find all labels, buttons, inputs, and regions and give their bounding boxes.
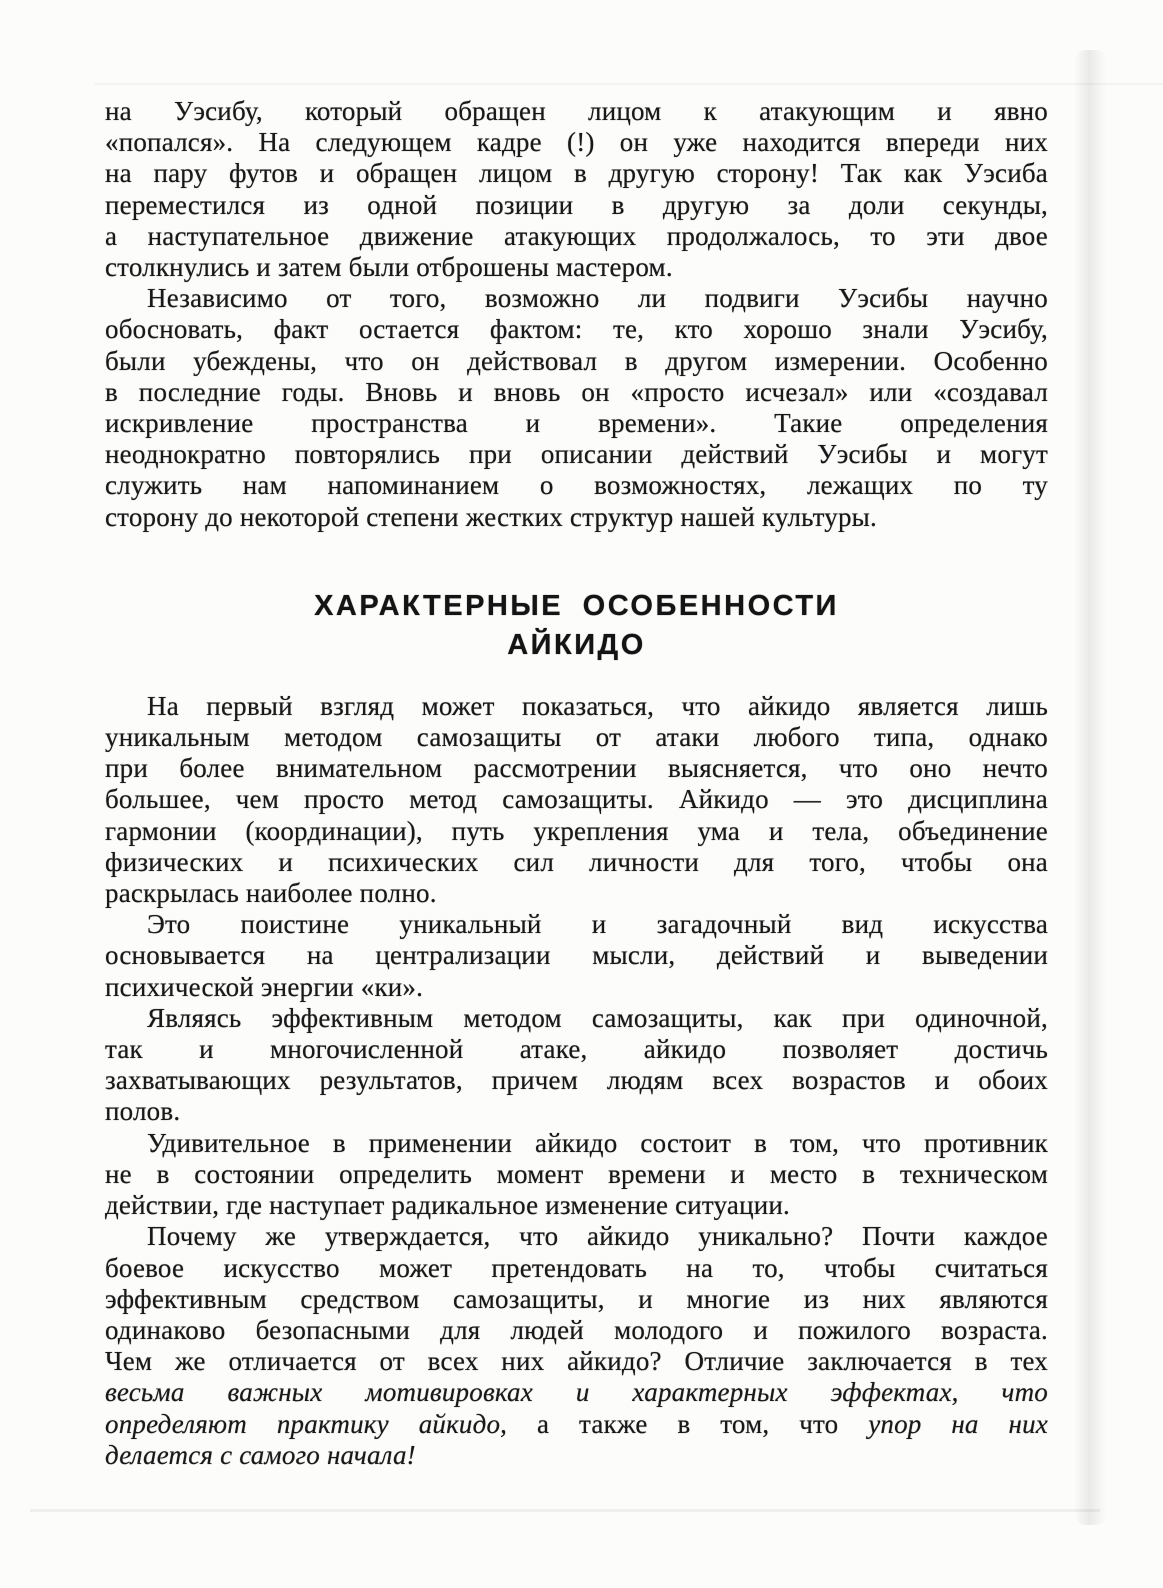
text-line: искривление пространства и времени». Такие определения bbox=[105, 408, 1048, 439]
text-line: Удивительное в применении айкидо состоит в том, что противник bbox=[147, 1127, 1048, 1158]
text-line: Почему же утверждается, что айкидо уникально? Почти каждое bbox=[147, 1221, 1048, 1252]
section-heading-line-2: АЙКИДО bbox=[507, 628, 646, 661]
paragraph-1 bbox=[105, 96, 1048, 283]
paragraph-7 bbox=[105, 1221, 1048, 1471]
text-line: полов. bbox=[105, 1096, 181, 1127]
paragraph-3 bbox=[105, 691, 1048, 909]
paragraph-6 bbox=[105, 1128, 1048, 1222]
text-line: основывается на централизации мысли, действий и выведении bbox=[105, 940, 1048, 971]
text-line: Чем же отличается от всех них айкидо? Отличие заключается в тех bbox=[105, 1346, 1048, 1377]
text-line-italic: весьма важных мотивировках и характерных эффектах, что bbox=[105, 1377, 1048, 1408]
text-line: обосновать, факт остается фактом: те, кто хорошо знали Уэсибу, bbox=[105, 314, 1048, 345]
italic-segment: упор на них bbox=[868, 1408, 1048, 1439]
text-line-mixed bbox=[105, 1409, 1048, 1440]
text-line: физических и психических сил личности для того, чтобы она bbox=[105, 846, 1048, 877]
text-line-italic: делается с самого начала! bbox=[105, 1439, 416, 1470]
text-line: в последние годы. Вновь и вновь он «просто исчезал» или «создавал bbox=[105, 376, 1048, 407]
text-line: уникальным методом самозащиты от атаки любого типа, однако bbox=[105, 722, 1048, 753]
text-line: были убеждены, что он действовал в другом измерении. Особенно bbox=[105, 345, 1048, 376]
text-line: «попался». На следующем кадре (!) он уже находится впереди них bbox=[105, 127, 1048, 158]
section-heading-line-1: ХАРАКТЕРНЫЕ ОСОБЕННОСТИ bbox=[314, 589, 839, 622]
paragraph-2 bbox=[105, 283, 1048, 533]
text-line: большее, чем просто метод самозащиты. Айкидо — это дисциплина bbox=[105, 784, 1048, 815]
paragraph-5 bbox=[105, 1003, 1048, 1128]
scan-shadow-vertical bbox=[1074, 50, 1108, 1525]
paragraph-4 bbox=[105, 909, 1048, 1003]
text-line: раскрылась наиболее полно. bbox=[105, 878, 437, 909]
text-line: гармонии (координации), путь укрепления ума и тела, объединение bbox=[105, 815, 1048, 846]
text-line: так и многочисленной атаке, айкидо позволяет достичь bbox=[105, 1034, 1048, 1065]
italic-segment: определяют практику айкидо, bbox=[105, 1408, 508, 1439]
scan-artifact-top-line bbox=[95, 83, 1163, 85]
text-line: а наступательное движение атакующих продолжалось, то эти двое bbox=[105, 220, 1048, 251]
text-line: столкнулись и затем были отброшены мастером. bbox=[105, 252, 673, 283]
text-line: одинаково безопасными для людей молодого и пожилого возраста. bbox=[105, 1314, 1048, 1345]
text-line: захватывающих результатов, причем людям всех возрастов и обоих bbox=[105, 1065, 1048, 1096]
page-text-block bbox=[105, 96, 1048, 1471]
text-line: На первый взгляд может показаться, что айкидо является лишь bbox=[147, 690, 1048, 721]
text-line: на Уэсибу, который обращен лицом к атакующим и явно bbox=[105, 96, 1048, 126]
text-line: не в состоянии определить момент времени и место в техническом bbox=[105, 1158, 1048, 1189]
text-line: при более внимательном рассмотрении выясняется, что оно нечто bbox=[105, 753, 1048, 784]
text-line: Независимо от того, возможно ли подвиги Уэсибы научно bbox=[147, 283, 1048, 314]
text-line: переместился из одной позиции в другую за доли секунды, bbox=[105, 189, 1048, 220]
text-line: неоднократно повторялись при описании действий Уэсибы и могут bbox=[105, 439, 1048, 470]
text-line: на пару футов и обращен лицом в другую сторону! Так как Уэсиба bbox=[105, 158, 1048, 189]
text-line: сторону до некоторой степени жестких структур нашей культуры. bbox=[105, 501, 877, 532]
text-line: эффективным средством самозащиты, и многие из них являются bbox=[105, 1283, 1048, 1314]
text-line: Являясь эффективным методом самозащиты, как при одиночной, bbox=[147, 1002, 1048, 1033]
text-line: психической энергии «ки». bbox=[105, 971, 424, 1002]
text-line: служить нам напоминанием о возможностях, лежащих по ту bbox=[105, 470, 1048, 501]
text-line: Это поистине уникальный и загадочный вид искусства bbox=[147, 909, 1048, 940]
regular-segment: а также в том, что bbox=[507, 1408, 869, 1439]
scan-artifact-bottom-line bbox=[30, 1509, 1100, 1512]
section-heading bbox=[105, 587, 1048, 665]
text-line: боевое искусство может претендовать на то, чтобы считаться bbox=[105, 1252, 1048, 1283]
text-line: действии, где наступает радикальное изменение ситуации. bbox=[105, 1190, 790, 1221]
